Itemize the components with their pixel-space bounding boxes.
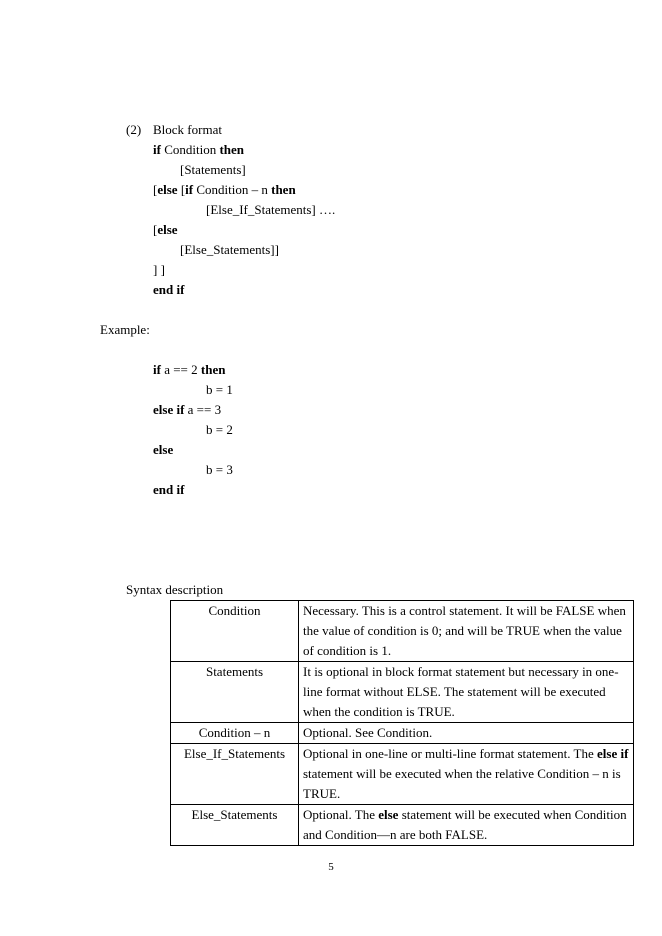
- bracket: [: [153, 222, 158, 237]
- keyword-else: else: [157, 222, 178, 237]
- description-cell: Necessary. This is a control statement. It will be FALSE when the value of condition is 0; and will be TRUE when the value of condition is 1.: [299, 601, 634, 662]
- term-cell: Condition: [171, 601, 299, 662]
- keyword-if: if: [185, 182, 194, 197]
- keyword-else-if: else if: [597, 746, 629, 761]
- bracket: [: [153, 182, 158, 197]
- description-text: statement will be executed when Condition and Condition—n are both FALSE.: [303, 807, 627, 842]
- term-cell: Else_Statements: [171, 805, 299, 846]
- code-text: Condition: [160, 142, 220, 157]
- table-row: [171, 662, 634, 723]
- keyword-then: then: [271, 182, 296, 197]
- block-format-number: (2): [126, 122, 142, 137]
- table-row: [171, 601, 634, 662]
- code-text: a == 2: [160, 362, 201, 377]
- page-number: 5: [328, 861, 334, 873]
- table-row: [171, 723, 634, 744]
- keyword-else: else: [157, 182, 178, 197]
- syntax-line-if: [153, 142, 244, 158]
- keyword-end-if: end if: [153, 482, 185, 497]
- syntax-line-else-if-statements: [Else_If_Statements] ….: [206, 202, 336, 217]
- table-row: [171, 805, 634, 846]
- description-cell: [299, 805, 634, 846]
- syntax-description-title: Syntax description: [126, 582, 224, 597]
- keyword-if: if: [153, 362, 161, 377]
- example-line-end-if: [153, 482, 184, 498]
- syntax-line-end-if: [153, 282, 184, 298]
- keyword-then: then: [219, 142, 245, 157]
- keyword-end-if: end if: [153, 282, 185, 297]
- example-line-else: [153, 442, 173, 458]
- keyword-else: else: [153, 442, 174, 457]
- example-line-b1: b = 1: [206, 382, 233, 397]
- block-format-heading: Block format: [153, 122, 222, 137]
- keyword-if: if: [153, 142, 161, 157]
- example-label: Example:: [100, 322, 150, 337]
- term-cell: Statements: [171, 662, 299, 723]
- description-text: Optional. The: [303, 807, 379, 822]
- description-text: Optional in one-line or multi-line format statement. The: [303, 746, 597, 761]
- syntax-line-close-brackets: ] ]: [153, 262, 165, 277]
- syntax-line-statements: [Statements]: [180, 162, 246, 177]
- description-cell: [299, 744, 634, 805]
- description-cell: Optional. See Condition.: [299, 723, 634, 744]
- example-line-else-if: [153, 402, 221, 418]
- term-cell: Condition – n: [171, 723, 299, 744]
- term-cell: Else_If_Statements: [171, 744, 299, 805]
- keyword-then: then: [200, 362, 226, 377]
- table-row: [171, 744, 634, 805]
- bracket: [: [177, 182, 186, 197]
- example-line-b3: b = 3: [206, 462, 233, 477]
- description-cell: It is optional in block format statement but necessary in one-line format without ELSE. The statement will be executed when the condition is TRUE.: [299, 662, 634, 723]
- code-text: Condition – n: [193, 182, 272, 197]
- example-line-if: [153, 362, 225, 378]
- syntax-line-else: [153, 222, 178, 238]
- keyword-else-if: else if: [153, 402, 185, 417]
- syntax-table: [170, 600, 634, 846]
- code-text: a == 3: [184, 402, 222, 417]
- syntax-line-else-statements: [Else_Statements]]: [180, 242, 279, 257]
- example-line-b2: b = 2: [206, 422, 233, 437]
- description-text: statement will be executed when the relative Condition – n is TRUE.: [303, 766, 621, 801]
- keyword-else: else: [378, 807, 399, 822]
- syntax-line-else-if: [153, 182, 296, 198]
